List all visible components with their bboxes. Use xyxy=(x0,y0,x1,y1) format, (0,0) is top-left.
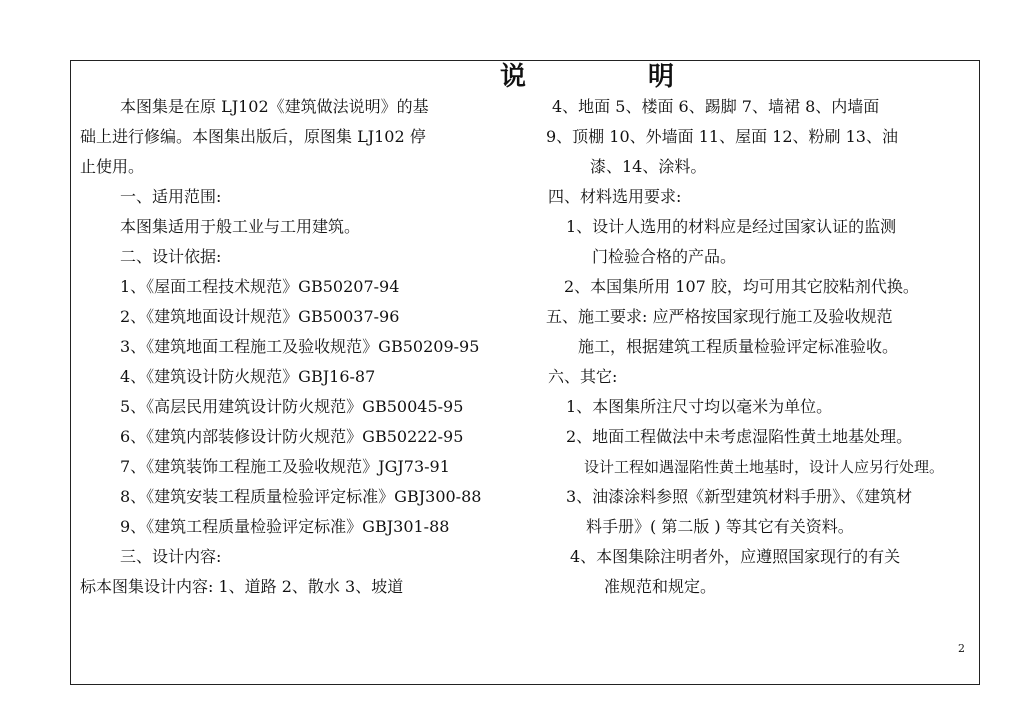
right-line: 设计工程如遇湿陷性黄土地基时，设计人应另行处理。 xyxy=(584,458,945,476)
reference-item: 3、《建筑地面工程施工及验收规范》GB50209-95 xyxy=(120,337,480,356)
left-line: 本图集是在原 LJ102《建筑做法说明》的基 xyxy=(120,97,429,116)
right-line: 9、顶棚 10、外墙面 11、屋面 12、粉刷 13、油 xyxy=(546,127,898,146)
section-heading: 一、适用范围: xyxy=(120,187,222,206)
reference-item: 6、《建筑内部装修设计防火规范》GB50222-95 xyxy=(120,427,464,446)
right-line: 料手册》( 第二版 ) 等其它有关资料。 xyxy=(586,517,854,536)
right-line: 4、本图集除注明者外，应遵照国家现行的有关 xyxy=(570,547,901,566)
reference-item: 8、《建筑安装工程质量检验评定标准》GBJ300-88 xyxy=(120,487,482,506)
page-number: 2 xyxy=(958,642,965,655)
right-line: 4、地面 5、楼面 6、踢脚 7、墙裙 8、内墙面 xyxy=(552,97,880,116)
left-line: 本图集适用于般工业与工用建筑。 xyxy=(120,217,361,236)
right-line: 漆、14、涂料。 xyxy=(590,157,707,176)
right-line: 2、地面工程做法中未考虑湿陷性黄土地基处理。 xyxy=(566,427,913,446)
section-heading: 二、设计依据: xyxy=(120,247,222,266)
left-line: 础上进行修编。本图集出版后，原图集 LJ102 停 xyxy=(80,127,426,146)
right-line: 准规范和规定。 xyxy=(604,577,717,596)
right-line: 2、本国集所用 107 胶，均可用其它胶粘剂代换。 xyxy=(564,277,919,296)
reference-item: 4、《建筑设计防火规范》GBJ16-87 xyxy=(120,367,376,386)
right-line: 门检验合格的产品。 xyxy=(592,247,737,266)
section-heading: 五、施工要求: 应严格按国家现行施工及验收规范 xyxy=(546,307,893,326)
left-line: 标本图集设计内容: 1、道路 2、散水 3、坡道 xyxy=(80,577,404,596)
right-line: 1、设计人选用的材料应是经过国家认证的监测 xyxy=(566,217,897,236)
reference-item: 1、《屋面工程技术规范》GB50207-94 xyxy=(120,277,400,296)
page-title: 说 明 xyxy=(500,62,723,92)
left-line: 止使用。 xyxy=(80,157,145,176)
right-line: 3、油漆涂料参照《新型建筑材料手册》、《建筑材 xyxy=(566,487,913,506)
section-heading: 三、设计内容: xyxy=(120,547,222,566)
reference-item: 7、《建筑装饰工程施工及验收规范》JGJ73-91 xyxy=(120,457,450,476)
reference-item: 5、《高层民用建筑设计防火规范》GB50045-95 xyxy=(120,397,464,416)
reference-item: 2、《建筑地面设计规范》GB50037-96 xyxy=(120,307,400,326)
section-heading: 四、材料选用要求: xyxy=(548,187,682,206)
reference-item: 9、《建筑工程质量检验评定标准》GBJ301-88 xyxy=(120,517,450,536)
right-line: 1、本图集所注尺寸均以毫米为单位。 xyxy=(566,397,833,416)
section-heading: 六、其它: xyxy=(548,367,618,386)
right-line: 施工，根据建筑工程质量检验评定标准验收。 xyxy=(578,337,899,356)
